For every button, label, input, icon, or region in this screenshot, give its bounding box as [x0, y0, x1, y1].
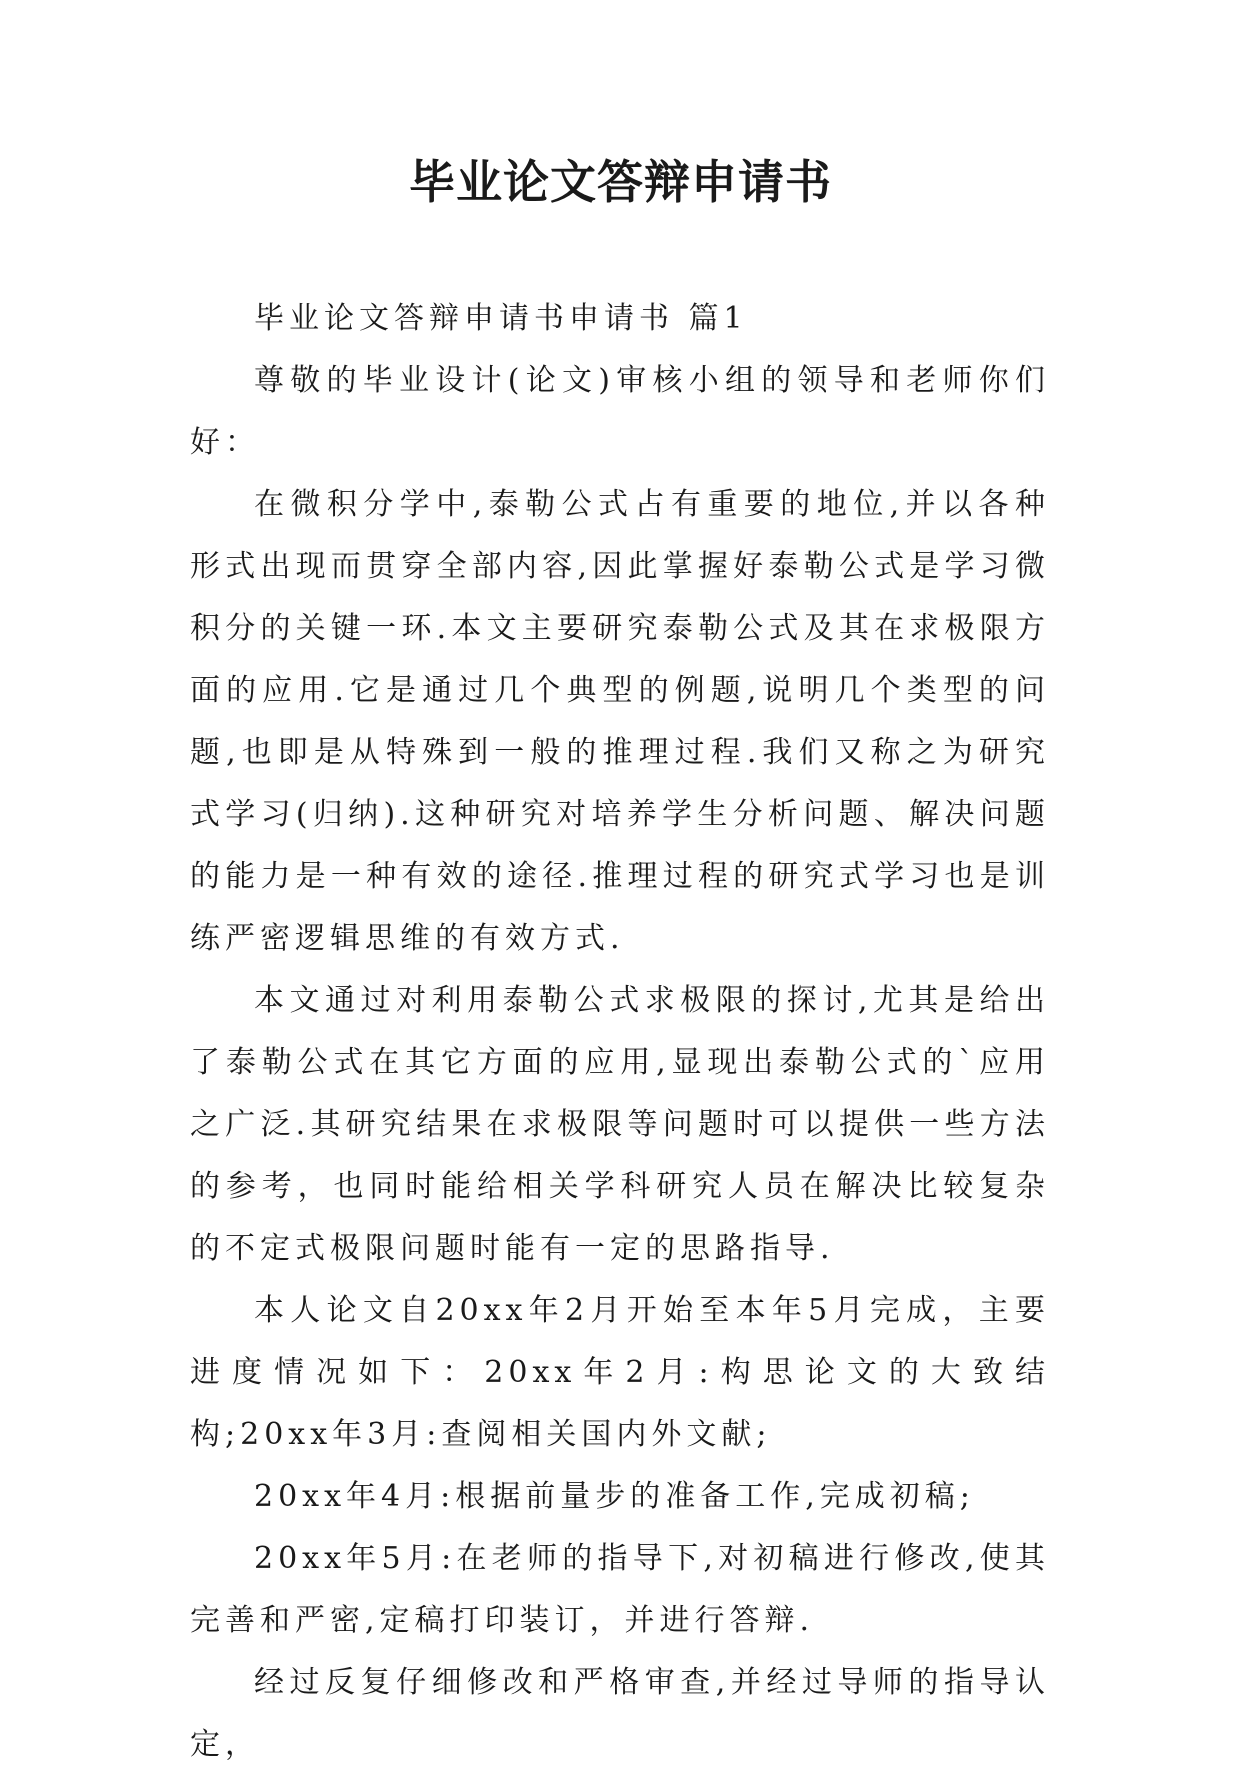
paragraph: 本文通过对利用泰勒公式求极限的探讨,尤其是给出了泰勒公式在其它方面的应用,显现出泰勒公式的`应用之广泛.其研究结果在求极限等问题时可以提供一些方法的参考，也同时能给相关学科研究人员在解决比较复杂的不定式极限问题时能有一定的思路指导.	[190, 983, 1050, 1266]
paragraph: 在微积分学中,泰勒公式占有重要的地位,并以各种形式出现而贯穿全部内容,因此掌握好泰勒公式是学习微积分的关键一环.本文主要研究泰勒公式及其在求极限方面的应用.它是通过几个典型的例题,说明几个类型的问题,也即是从特殊到一般的推理过程.我们又称之为研究式学习(归纳).这种研究对培养学生分析问题、解决问题的能力是一种有效的途径.推理过程的研究式学习也是训练严密逻辑思维的有效方式.	[190, 487, 1050, 956]
document-body	[190, 288, 1050, 1776]
salutation: 尊敬的毕业设计(论文)审核小组的领导和老师你们好：	[190, 363, 1050, 460]
document-title: 毕业论文答辩申请书	[409, 155, 832, 209]
section-heading: 毕业论文答辩申请书申请书 篇1	[254, 301, 748, 336]
paragraph: 20xx年4月:根据前量步的准备工作,完成初稿;	[254, 1479, 975, 1514]
paragraph: 20xx年5月:在老师的指导下,对初稿进行修改,使其完善和严密,定稿打印装订，并进行答辩.	[190, 1541, 1050, 1638]
paragraph: 本人论文自20xx年2月开始至本年5月完成，主要进度情况如下：20xx年2月:构思论文的大致结构;20xx年3月:查阅相关国内外文献;	[190, 1293, 1050, 1452]
paragraph: 经过反复仔细修改和严格审查,并经过导师的指导认定，	[190, 1665, 1050, 1762]
